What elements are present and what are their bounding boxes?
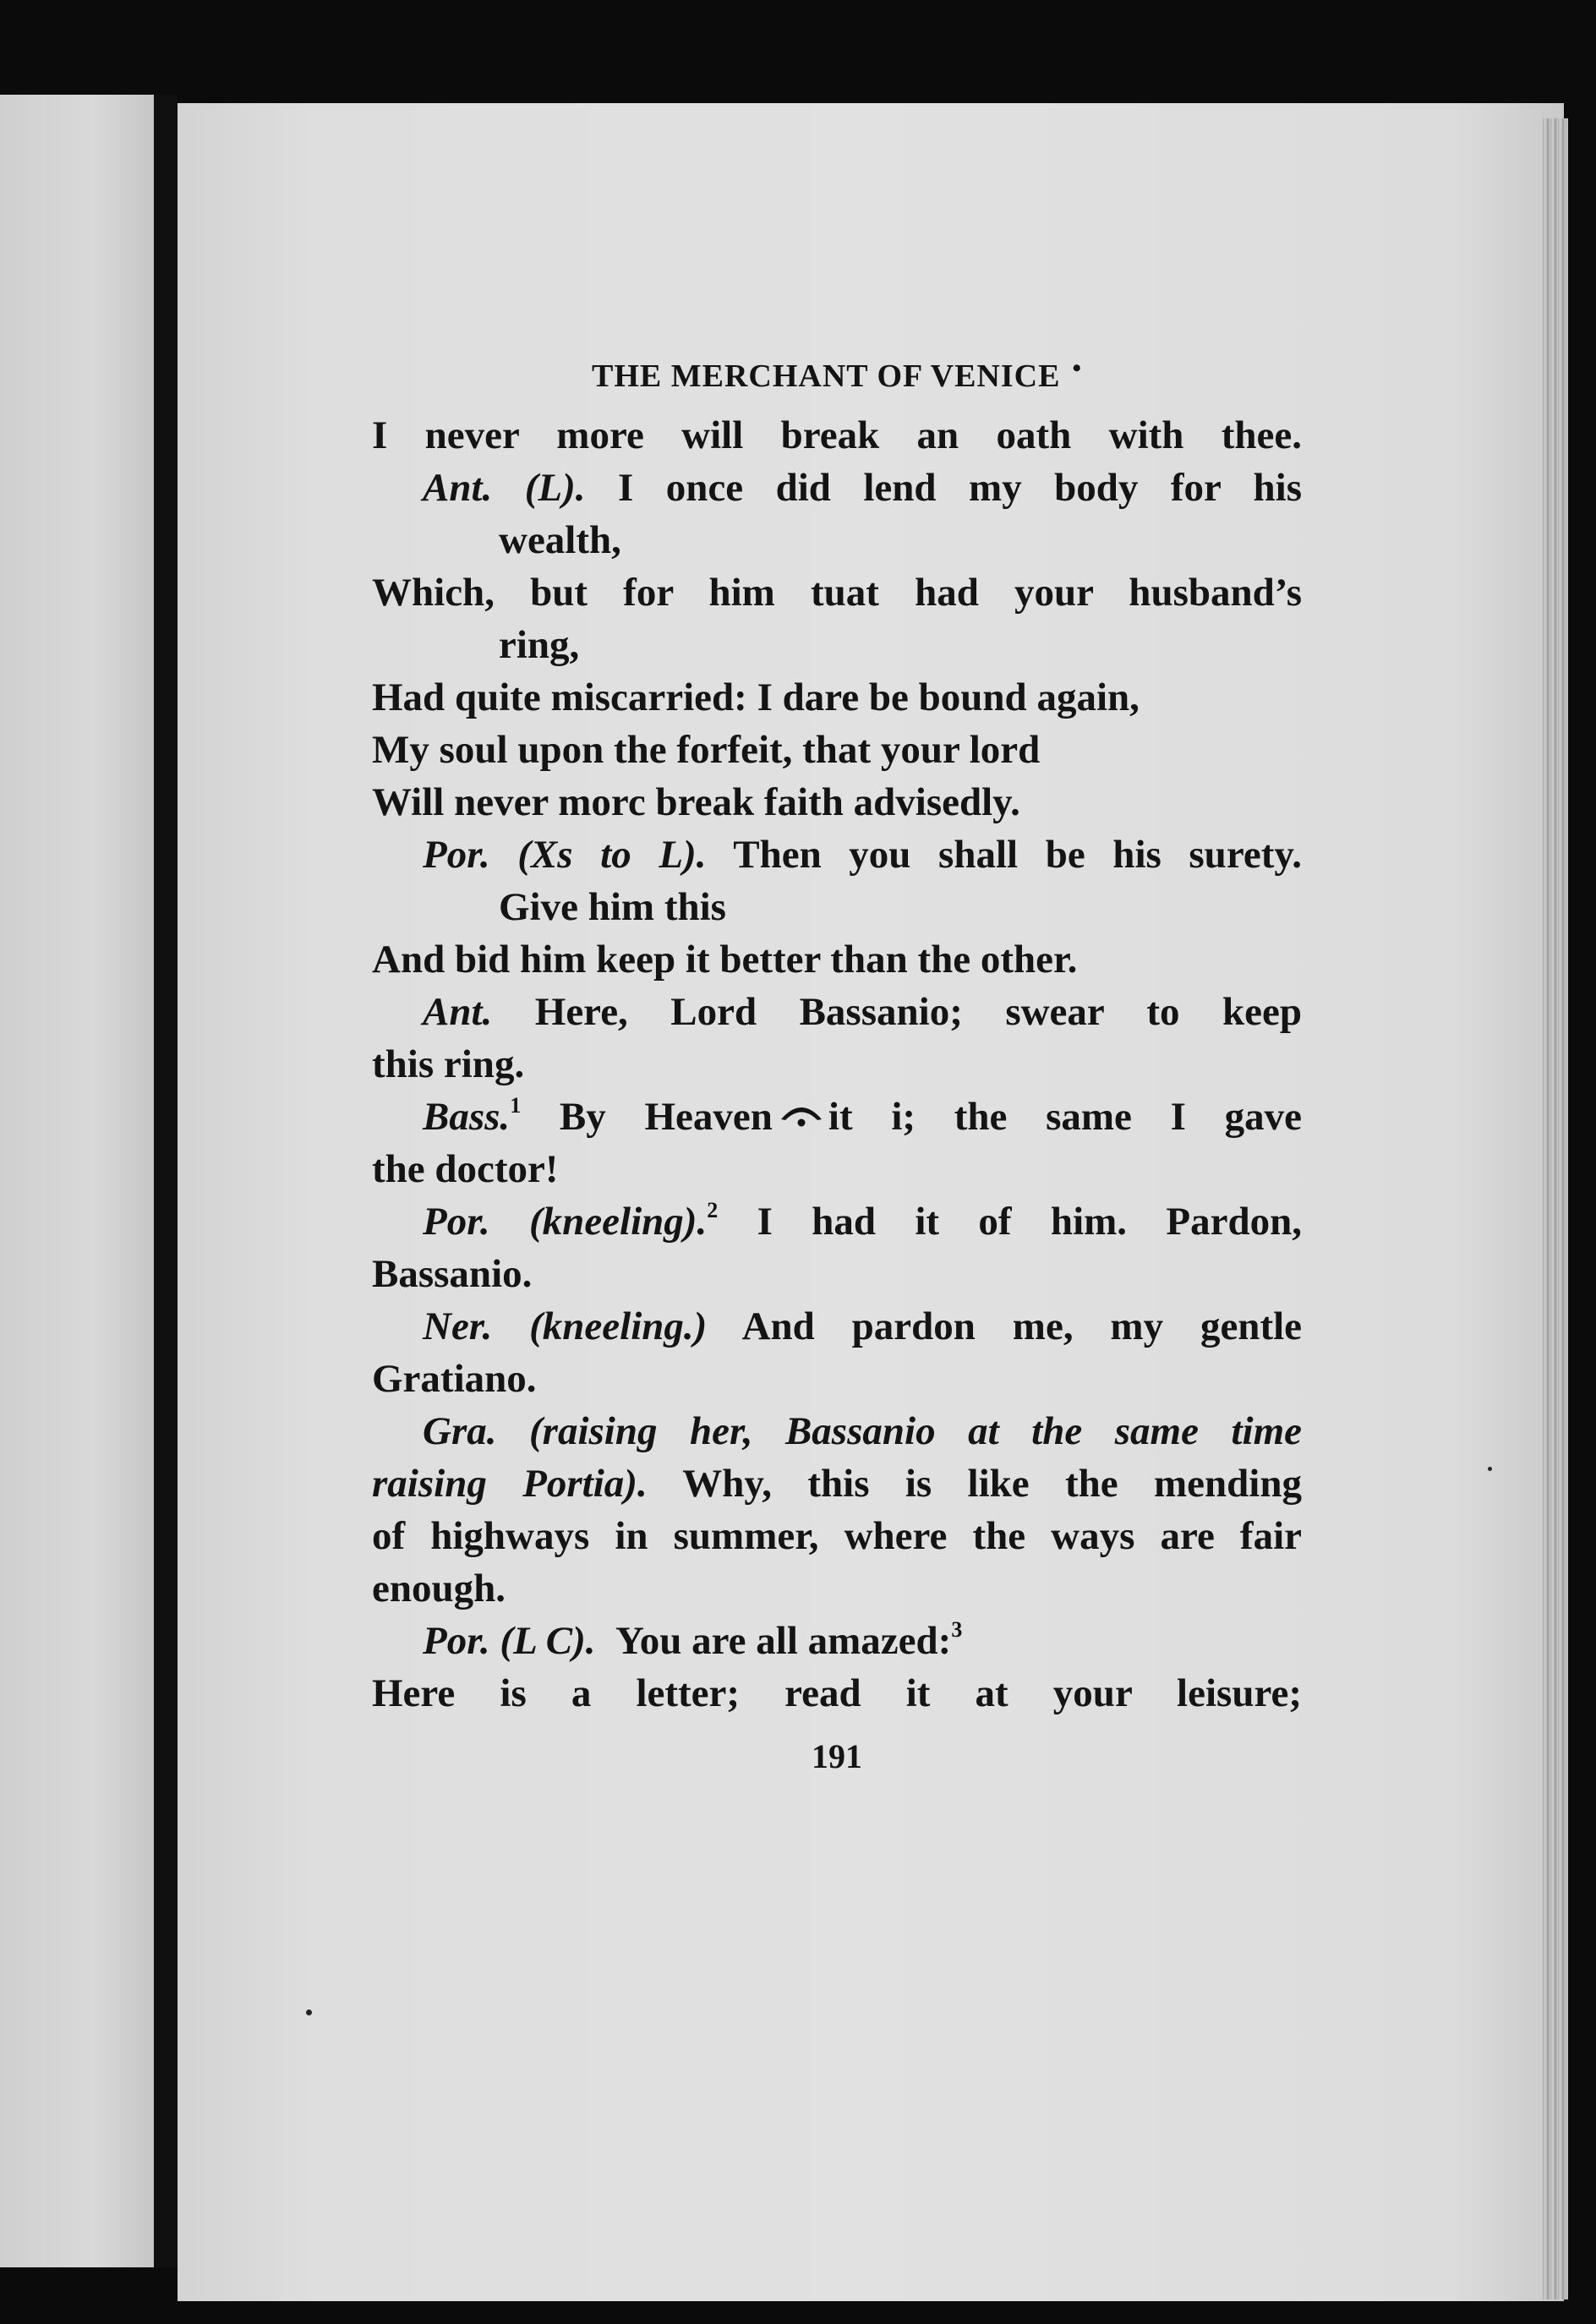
speaker-name: Ant. bbox=[423, 466, 493, 510]
prose-line bbox=[372, 1248, 1302, 1300]
verse-line bbox=[372, 776, 1302, 828]
line-text: By Heaven bbox=[559, 1095, 773, 1139]
speaker-name: Por. bbox=[423, 1619, 490, 1663]
line-text: Will never morc break faith advisedly. bbox=[372, 780, 1020, 824]
stage-direction: (kneeling.) bbox=[529, 1304, 708, 1348]
line-text: Then you shall be his surety. bbox=[733, 833, 1303, 877]
stage-direction: (L). bbox=[524, 466, 586, 510]
verse-line bbox=[372, 566, 1302, 619]
verse-line bbox=[372, 933, 1302, 986]
speaker-name: Ner. bbox=[423, 1304, 493, 1348]
speech-line bbox=[372, 1091, 1302, 1143]
line-text: I had it of him. Pardon, bbox=[757, 1200, 1302, 1244]
line-text: it i; the same I gave bbox=[828, 1095, 1302, 1139]
speaker-name: Bass. bbox=[423, 1095, 511, 1139]
stray-ink-mark bbox=[1488, 1467, 1492, 1471]
book-spine bbox=[154, 95, 178, 2267]
stage-direction: (Xs to L). bbox=[517, 833, 707, 877]
line-text: the doctor! bbox=[372, 1147, 559, 1191]
verse-line bbox=[372, 724, 1302, 776]
stray-dot: • bbox=[1072, 354, 1082, 382]
prose-line bbox=[372, 1353, 1302, 1405]
stray-ink-mark bbox=[306, 2010, 312, 2015]
line-text: And bid him keep it better than the other. bbox=[372, 938, 1078, 982]
line-text: Which, but for him tuat had your husband’s bbox=[372, 571, 1302, 615]
verse-line bbox=[372, 1667, 1302, 1720]
speaker-name: Por. bbox=[423, 833, 490, 877]
running-head bbox=[372, 347, 1302, 394]
line-text: wealth, bbox=[499, 518, 621, 562]
speech-line bbox=[372, 1300, 1302, 1353]
prose-line bbox=[372, 1038, 1302, 1091]
speech-line bbox=[372, 1195, 1302, 1248]
line-text: Here, Lord Bassanio; swear to keep bbox=[534, 990, 1302, 1034]
line-text: My soul upon the forfeit, that your lord bbox=[372, 728, 1041, 772]
verse-line bbox=[372, 409, 1302, 462]
prose-line bbox=[372, 1457, 1302, 1510]
line-text: I never more will break an oath with thee. bbox=[372, 413, 1302, 457]
speech-line bbox=[372, 986, 1302, 1038]
stage-direction: (raising her, Bassanio at the same time bbox=[529, 1409, 1302, 1453]
line-text: this ring. bbox=[372, 1042, 525, 1086]
verse-line bbox=[372, 881, 1302, 933]
running-head-title: THE MERCHANT OF VENICE bbox=[592, 358, 1061, 394]
footnote-marker: 3 bbox=[951, 1617, 963, 1642]
footnote-marker: 2 bbox=[707, 1198, 719, 1222]
verse-line bbox=[372, 671, 1302, 724]
page-stack-edge bbox=[1543, 118, 1568, 2299]
page-text bbox=[372, 347, 1302, 1780]
stage-direction: raising Portia). bbox=[372, 1462, 648, 1506]
page-number: 191 bbox=[812, 1737, 862, 1775]
prose-line bbox=[372, 1143, 1302, 1195]
line-text: Give him this bbox=[499, 885, 726, 929]
line-text: ring, bbox=[499, 623, 580, 667]
footnote-marker: 1 bbox=[510, 1093, 522, 1118]
line-text: of highways in summer, where the ways are fair bbox=[372, 1514, 1302, 1558]
prose-line bbox=[372, 1562, 1302, 1615]
line-text: You are all amazed: bbox=[615, 1619, 952, 1663]
speaker-name: Ant. bbox=[423, 990, 493, 1034]
stage-direction: (L C). bbox=[500, 1619, 596, 1663]
line-text: Gratiano. bbox=[372, 1357, 537, 1401]
line-text: And pardon me, my gentle bbox=[741, 1304, 1303, 1348]
speech-line bbox=[372, 1405, 1302, 1457]
line-text: Had quite miscarried: I dare be bound again, bbox=[372, 675, 1140, 719]
speaker-name: Por. bbox=[423, 1200, 490, 1244]
verse-line bbox=[372, 619, 1302, 671]
verse-line bbox=[372, 514, 1302, 566]
line-text: Bassanio. bbox=[372, 1252, 533, 1296]
fermata-icon bbox=[778, 1099, 825, 1128]
prose-line bbox=[372, 1510, 1302, 1562]
speech-line bbox=[372, 1615, 1302, 1667]
line-text: I once did lend my body for his bbox=[618, 466, 1303, 510]
line-text: Why, this is like the mending bbox=[682, 1462, 1302, 1506]
line-text: enough. bbox=[372, 1567, 506, 1610]
line-text: Here is a letter; read it at your leisure; bbox=[372, 1671, 1302, 1715]
speaker-name: Gra. bbox=[423, 1409, 497, 1453]
stage-direction: (kneeling). bbox=[529, 1200, 708, 1244]
speech-line bbox=[372, 828, 1302, 881]
previous-page-edge bbox=[0, 95, 154, 2267]
speech-line bbox=[372, 462, 1302, 514]
